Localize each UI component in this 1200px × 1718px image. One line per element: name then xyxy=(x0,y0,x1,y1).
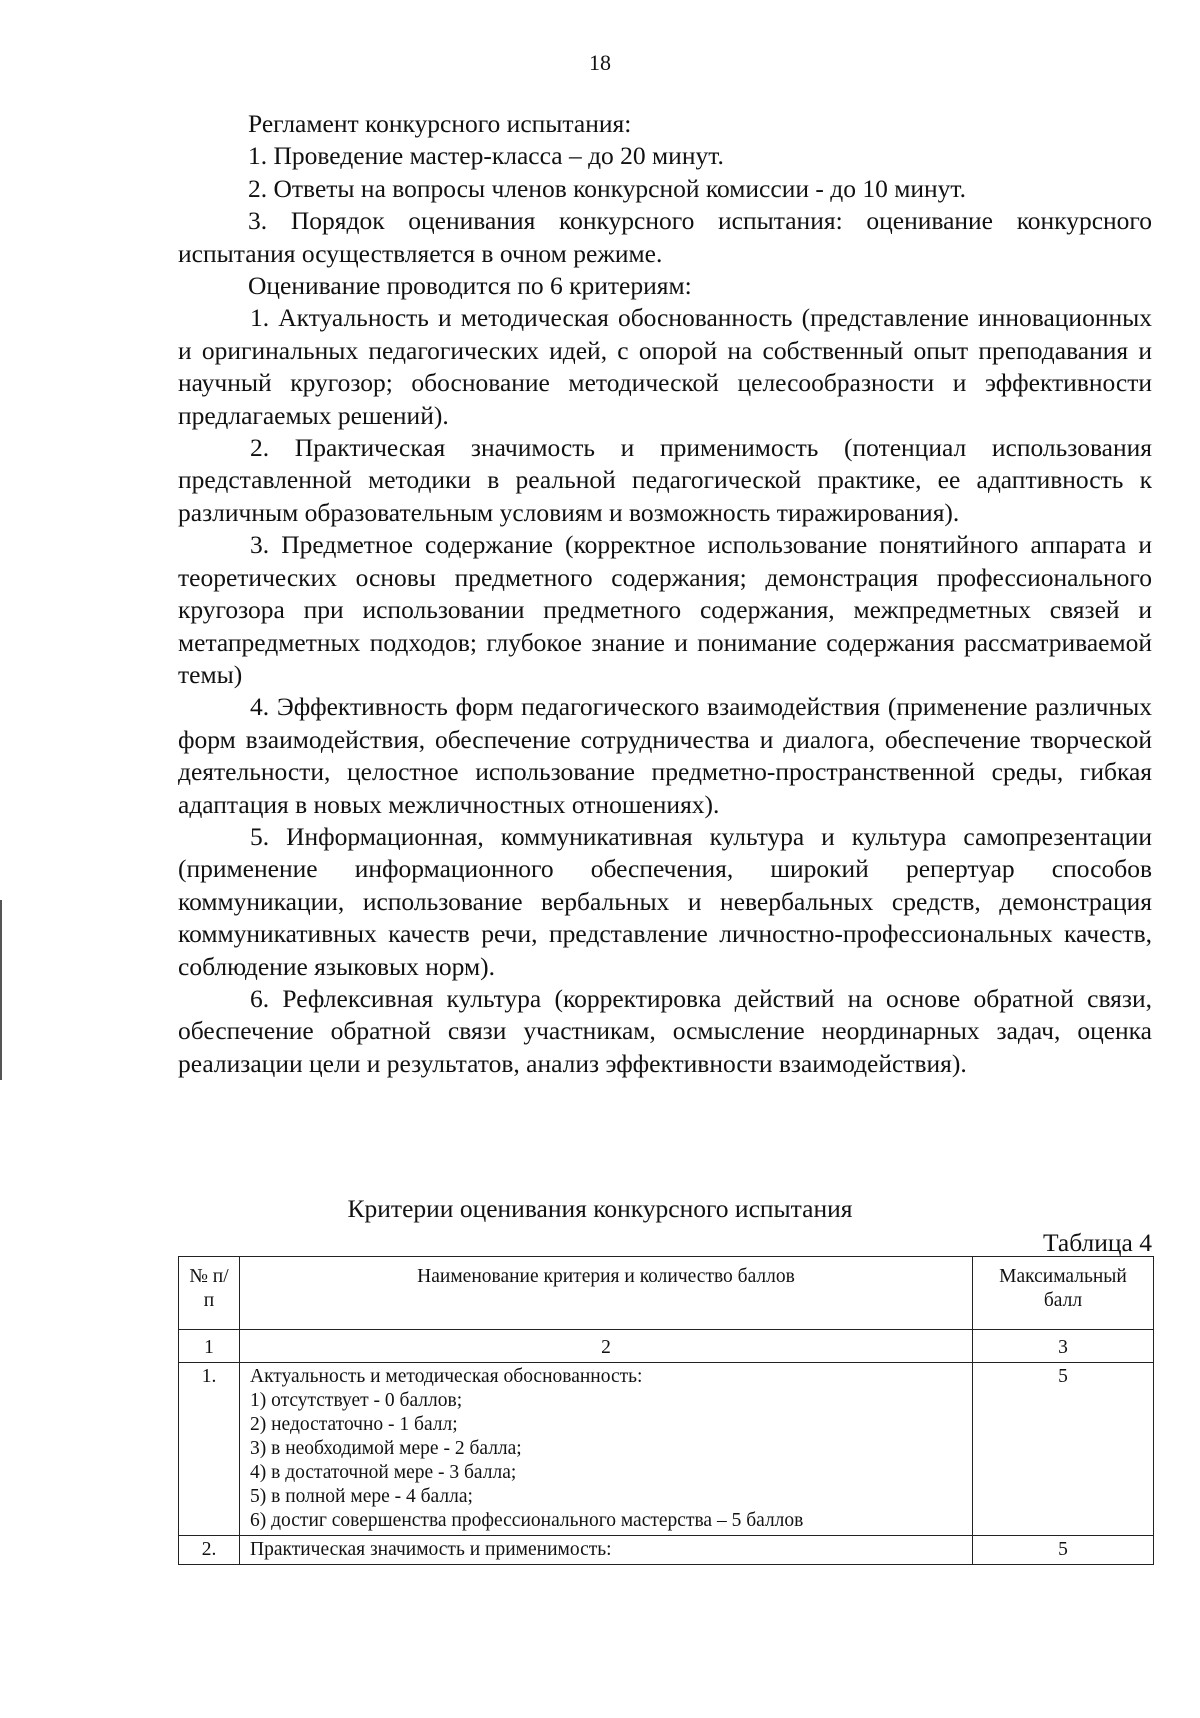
table-row xyxy=(179,1363,1154,1536)
criterion-paragraph: 6. Рефлексивная культура (корректировка действий на основе обратной связи, обеспечение обратной связи участникам, осмысление неординарных задач, оценка реализации цели и результатов, анализ эффективности взаимодействия). xyxy=(178,983,1152,1078)
row-max-score: 5 xyxy=(973,1536,1154,1565)
criterion-paragraph: 2. Практическая значимость и применимость (потенциал использования представленной методики в реальной педагогической практике, ее адаптивность к различным образовательным условиям и возможность тиражирования). xyxy=(178,433,1152,527)
column-number: 3 xyxy=(973,1330,1154,1363)
row-number: 1. xyxy=(179,1363,240,1536)
criteria-table xyxy=(178,1256,1154,1565)
column-number: 1 xyxy=(179,1330,240,1363)
header-criterion: Наименование критерия и количество баллов xyxy=(240,1257,973,1330)
score-level: 4) в достаточной мере - 3 балла; xyxy=(250,1462,517,1483)
score-level: 2) недостаточно - 1 балл; xyxy=(250,1414,458,1435)
row-criterion xyxy=(240,1363,973,1536)
criterion-paragraph: 5. Информационная, коммуникативная культура и культура самопрезентации (применение информационного обеспечения, широкий репертуар способов коммуникации, использование вербальных и невербальных средств, демонстрация коммуникативных качеств речи, представление личностно-профессиональных качеств, соблюдение языковых норм). xyxy=(178,821,1152,981)
criterion-name: Практическая значимость и применимость: xyxy=(240,1536,973,1565)
table-label: Таблица 4 xyxy=(1042,1228,1152,1257)
header-number: № п/п xyxy=(179,1257,240,1330)
score-level: 5) в полной мере - 4 балла; xyxy=(250,1486,473,1507)
row-max-score: 5 xyxy=(973,1363,1154,1536)
reglament-item: 2. Ответы на вопросы членов конкурсной комиссии - до 10 минут. xyxy=(248,173,966,203)
criterion-paragraph: 1. Актуальность и методическая обоснованность (представление инновационных и оригинальных педагогических идей, с опорой на собственный опыт преподавания и научный кругозор; обоснование методической целесообразности и эффективности предлагаемых решений). xyxy=(178,303,1152,430)
table-column-numbers-row xyxy=(179,1330,1154,1363)
criterion-name: Актуальность и методическая обоснованность: xyxy=(250,1366,643,1387)
criterion-paragraph: 3. Предметное содержание (корректное использование понятийного аппарата и теоретических основы предметного содержания; демонстрация профессионального кругозора при использовании предметного содержания, межпредметных связей и метапредметных подходов; глубокое знание и понимание содержания рассматриваемой темы) xyxy=(178,530,1152,689)
score-level: 1) отсутствует - 0 баллов; xyxy=(250,1390,463,1411)
reglament-item: 1. Проведение мастер-класса – до 20 минут. xyxy=(248,141,724,171)
criteria-intro: Оценивание проводится по 6 критериям: xyxy=(248,271,692,301)
scan-edge-mark xyxy=(0,900,2,1080)
score-level: 3) в необходимой мере - 2 балла; xyxy=(250,1438,522,1459)
table-header-row xyxy=(179,1257,1154,1330)
table-row xyxy=(179,1536,1154,1565)
score-level: 6) достиг совершенства профессионального мастерства – 5 баллов xyxy=(250,1510,804,1531)
score-levels-list xyxy=(250,1389,962,1533)
row-number: 2. xyxy=(179,1536,240,1565)
page-number: 18 xyxy=(589,50,611,75)
body-text xyxy=(178,108,1152,1080)
reglament-item: 3. Порядок оценивания конкурсного испытания: оценивание конкурсного испытания осуществляется в очном режиме. xyxy=(178,206,1152,268)
table-title: Критерии оценивания конкурсного испытания xyxy=(347,1194,853,1223)
column-number: 2 xyxy=(240,1330,973,1363)
reglament-title: Регламент конкурсного испытания: xyxy=(248,109,632,138)
criterion-paragraph: 4. Эффективность форм педагогического взаимодействия (применение различных форм взаимодействия, обеспечение сотрудничества и диалога, обеспечение творческой деятельности, целостное использование предметно-пространственной среды, гибкая адаптация в новых межличностных отношениях). xyxy=(178,692,1152,819)
header-max-score: Максимальный балл xyxy=(973,1257,1154,1330)
